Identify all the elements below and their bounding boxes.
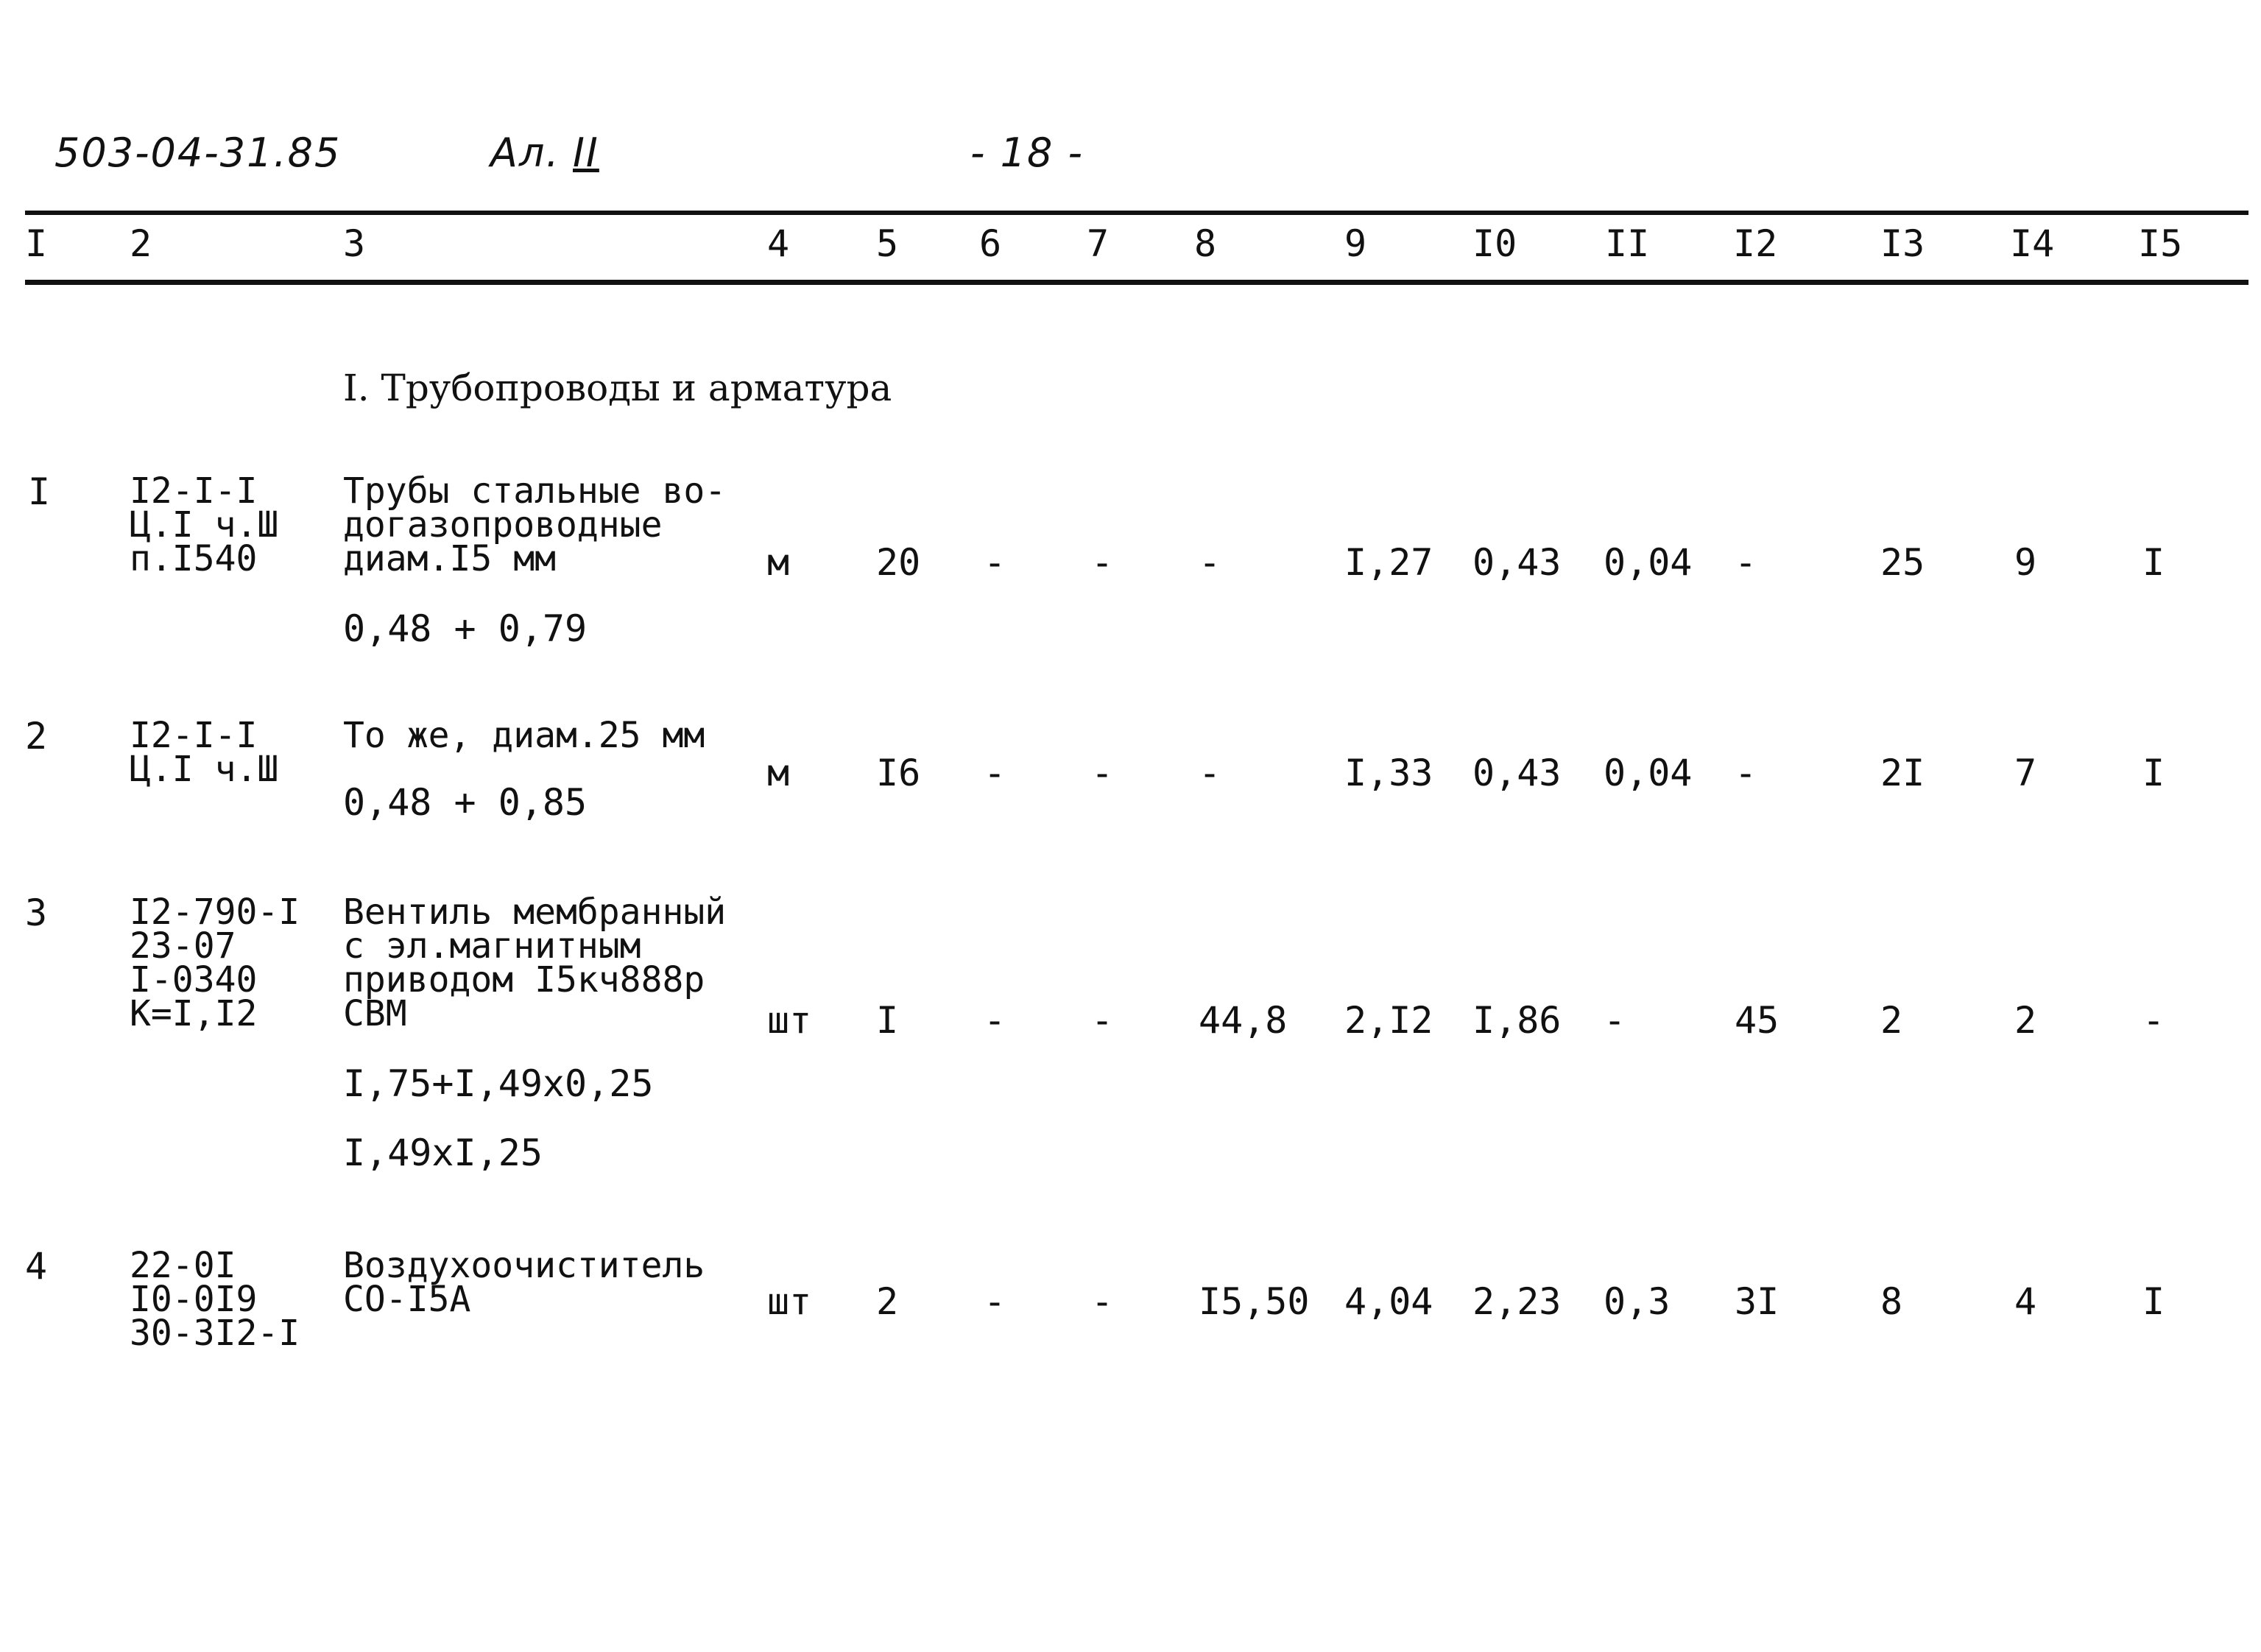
norm-code-line: I2-790-I [130, 892, 300, 933]
description-line: То же, диам.25 мм [343, 715, 705, 756]
column-header-12: I2 [1733, 222, 1778, 265]
norm-code-line: I2-I-I [130, 715, 258, 756]
value-col6: - [984, 999, 1006, 1042]
value-col10: I,86 [1472, 999, 1562, 1042]
value-col6: - [984, 752, 1006, 794]
row-number: I [28, 470, 51, 513]
value-col14: 2 [2014, 999, 2037, 1042]
value-col9: 2,I2 [1344, 999, 1433, 1042]
value-col7: - [1091, 1280, 1114, 1323]
value-col6: - [984, 1280, 1006, 1323]
norm-code-line: I-0340 [130, 959, 258, 1000]
description-line: догазопроводные [343, 504, 663, 546]
value-col5: I [876, 999, 899, 1042]
item-description [343, 892, 727, 1034]
value-col8: - [1199, 541, 1221, 584]
description-line: Вентиль мембранный [343, 892, 727, 933]
value-col5: 2 [876, 1280, 899, 1323]
value-col7: - [1091, 752, 1114, 794]
value-col8: - [1199, 752, 1221, 794]
norm-code-line: Ц.I ч.Ш [130, 504, 279, 546]
norm-code-line: 23-07 [130, 925, 236, 967]
description-line: СВМ [343, 993, 407, 1034]
norm-code-line: 30-3I2-I [130, 1313, 300, 1354]
value-col12: - [1735, 752, 1757, 794]
norm-code-line: К=I,I2 [130, 993, 258, 1034]
column-header-7: 7 [1087, 222, 1110, 265]
unit: м [767, 541, 790, 584]
value-col9: I,27 [1344, 541, 1433, 584]
value-col11: 0,04 [1604, 752, 1693, 794]
album-number: II [573, 130, 599, 176]
value-col11: - [1604, 999, 1626, 1042]
value-col11: 0,3 [1604, 1280, 1671, 1323]
formula: I,49хI,25 [343, 1132, 543, 1174]
column-header-9: 9 [1344, 222, 1367, 265]
value-col13: 8 [1880, 1280, 1903, 1323]
item-description [343, 1245, 705, 1320]
value-col15: I [2142, 541, 2165, 584]
description-line: диам.I5 мм [343, 538, 556, 579]
value-col15: I [2142, 1280, 2165, 1323]
norm-code [130, 892, 300, 1034]
album-label: Ал. [490, 130, 560, 176]
unit: шт [767, 1280, 812, 1323]
description-line: Трубы стальные во- [343, 470, 727, 512]
formula: I,75+I,49х0,25 [343, 1062, 654, 1105]
header-bottom-rule [25, 280, 2248, 285]
norm-code-line: п.I540 [130, 538, 258, 579]
norm-code-line: I2-I-I [130, 470, 258, 512]
value-col10: 2,23 [1472, 1280, 1562, 1323]
item-description [343, 470, 727, 579]
row-number: 3 [25, 892, 48, 934]
value-col13: 2I [1880, 752, 1925, 794]
row-number: 2 [25, 715, 48, 758]
page-number: - 18 - [970, 130, 1084, 176]
value-col14: 9 [2014, 541, 2037, 584]
value-col7: - [1091, 999, 1114, 1042]
value-col8: I5,50 [1199, 1280, 1310, 1323]
value-col13: 25 [1880, 541, 1925, 584]
unit: м [767, 752, 790, 794]
value-col15: - [2142, 999, 2165, 1042]
formula: 0,48 + 0,85 [343, 781, 588, 824]
value-col10: 0,43 [1472, 752, 1562, 794]
value-col8: 44,8 [1199, 999, 1288, 1042]
description-line: с эл.магнитным [343, 925, 641, 967]
value-col5: I6 [876, 752, 921, 794]
section-title: I. Трубопроводы и арматура [343, 367, 892, 409]
formula: 0,48 + 0,79 [343, 607, 588, 650]
norm-code-line: Ц.I ч.Ш [130, 749, 279, 790]
column-header-10: I0 [1472, 222, 1517, 265]
value-col15: I [2142, 752, 2165, 794]
value-col12: - [1735, 541, 1757, 584]
description-line: приводом I5кч888р [343, 959, 705, 1000]
column-header-11: II [1605, 222, 1650, 265]
document-code: 503-04-31.85 [54, 130, 342, 176]
column-header-3: 3 [343, 222, 366, 265]
column-header-1: I [25, 222, 48, 265]
value-col9: I,33 [1344, 752, 1433, 794]
column-header-15: I5 [2138, 222, 2183, 265]
value-col14: 4 [2014, 1280, 2037, 1323]
unit: шт [767, 999, 812, 1042]
column-header-14: I4 [2010, 222, 2055, 265]
norm-code-line: 22-0I [130, 1245, 236, 1286]
column-header-8: 8 [1194, 222, 1217, 265]
norm-code [130, 715, 279, 790]
value-col12: 45 [1735, 999, 1779, 1042]
column-header-13: I3 [1880, 222, 1925, 265]
description-line: Воздухоочиститель [343, 1245, 705, 1286]
value-col10: 0,43 [1472, 541, 1562, 584]
value-col13: 2 [1880, 999, 1903, 1042]
item-description [343, 715, 705, 756]
value-col5: 20 [876, 541, 921, 584]
value-col11: 0,04 [1604, 541, 1693, 584]
column-header-5: 5 [876, 222, 899, 265]
norm-code [130, 1245, 300, 1354]
value-col14: 7 [2014, 752, 2037, 794]
value-col6: - [984, 541, 1006, 584]
value-col9: 4,04 [1344, 1280, 1433, 1323]
norm-code-line: I0-0I9 [130, 1279, 258, 1320]
norm-code [130, 470, 279, 579]
column-header-4: 4 [767, 222, 790, 265]
header-top-rule [25, 211, 2248, 215]
column-header-6: 6 [979, 222, 1002, 265]
row-number: 4 [25, 1245, 48, 1288]
column-header-2: 2 [130, 222, 152, 265]
value-col7: - [1091, 541, 1114, 584]
value-col12: 3I [1735, 1280, 1779, 1323]
description-line: СО-I5А [343, 1279, 471, 1320]
